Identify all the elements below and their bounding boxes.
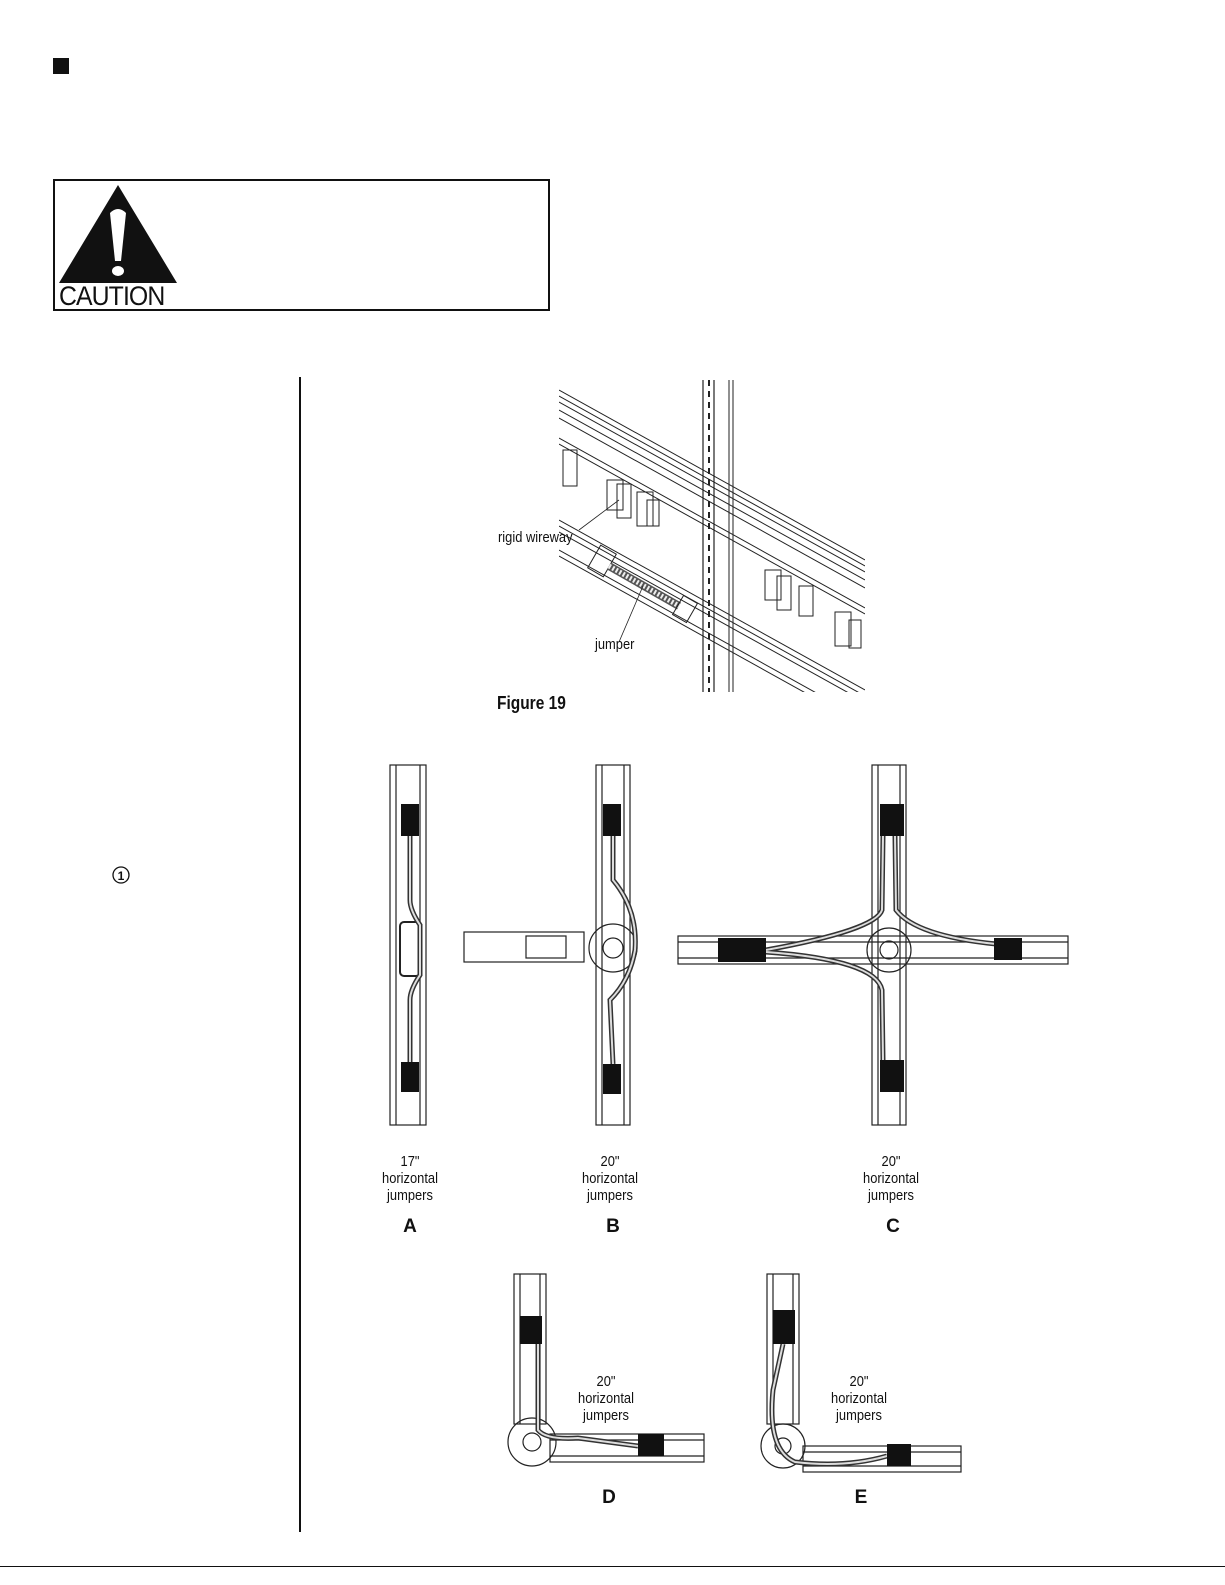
config-b-label: 20" horizontal jumpers <box>582 1153 638 1204</box>
config-a-label: 17" horizontal jumpers <box>382 1153 438 1204</box>
callout-number: 1 <box>117 869 125 883</box>
config-d-label: 20" horizontal jumpers <box>578 1373 634 1424</box>
config-b-letter: B <box>606 1216 620 1237</box>
config-d-letter: D <box>602 1487 616 1508</box>
page-bottom-rule <box>0 1566 1225 1567</box>
column-divider <box>299 377 301 1532</box>
config-e-letter: E <box>854 1487 868 1508</box>
diagram-b-tee-jumper <box>460 760 650 1130</box>
config-c-letter: C <box>886 1216 900 1237</box>
diagram-a-straight-jumper <box>380 760 440 1130</box>
label-jumper: jumper <box>595 636 635 653</box>
caution-box <box>53 179 550 311</box>
label-rigid-wireway: rigid wireway <box>498 529 573 546</box>
config-a-letter: A <box>403 1216 417 1237</box>
callout-marker-icon <box>112 866 130 884</box>
config-c-label: 20" horizontal jumpers <box>863 1153 919 1204</box>
figure-19-caption: Figure 19 <box>497 693 566 713</box>
diagram-c-cross-jumpers <box>676 760 1071 1130</box>
caution-label: CAUTION <box>59 281 165 311</box>
config-e-label: 20" horizontal jumpers <box>831 1373 887 1424</box>
section-bullet <box>53 58 69 74</box>
